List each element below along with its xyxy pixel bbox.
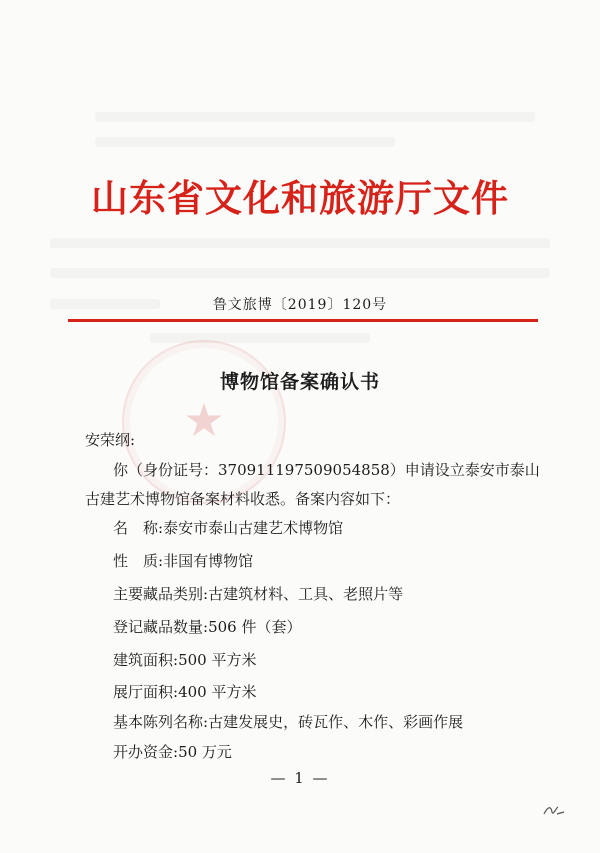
field-collection-count xyxy=(113,616,301,638)
field-colon: : xyxy=(158,519,164,537)
field-value: 泰安市泰山古建艺术博物馆 xyxy=(163,519,344,537)
field-nature xyxy=(113,550,253,572)
field-collection-category xyxy=(113,583,403,605)
field-colon: : xyxy=(173,651,179,669)
field-value: 非国有博物馆 xyxy=(163,552,254,570)
field-label: 登记藏品数量 xyxy=(113,618,204,636)
field-value: 500 平方米 xyxy=(178,651,257,669)
document-title: 博物馆备案确认书 xyxy=(219,371,380,393)
field-building-area xyxy=(113,649,256,671)
field-label: 基本陈列名称 xyxy=(113,713,204,731)
field-name xyxy=(113,517,343,539)
field-colon: : xyxy=(203,618,209,636)
field-label: 建筑面积 xyxy=(113,651,174,669)
field-value: 古建筑材料、工具、老照片等 xyxy=(208,585,404,603)
field-label: 展厅面积 xyxy=(113,683,174,701)
handwritten-mark xyxy=(542,802,566,818)
field-colon: : xyxy=(203,713,209,731)
field-hall-area xyxy=(113,681,256,703)
field-label: 名 称 xyxy=(113,519,159,537)
field-value: 400 平方米 xyxy=(178,683,257,701)
header-title: 山东省文化和旅游厅文件 xyxy=(91,176,509,220)
field-value: 50 万元 xyxy=(178,743,232,761)
field-colon: : xyxy=(158,552,164,570)
bleed-through-line xyxy=(95,137,395,147)
field-value: 506 件（套） xyxy=(208,618,302,636)
bleed-through-line xyxy=(95,112,535,122)
page-number: — 1 — xyxy=(270,769,330,787)
field-colon: : xyxy=(173,683,179,701)
star-icon: ★ xyxy=(183,393,225,448)
field-label: 性 质 xyxy=(113,552,159,570)
bleed-through-line xyxy=(50,238,550,248)
field-funding xyxy=(113,741,232,763)
recipient-line: 安荣纲: xyxy=(85,431,136,449)
intro-line-1: 你（身份证号：370911197509054858）申请设立泰安市泰山 xyxy=(113,461,540,479)
document-number: 鲁文旅博〔2019〕120号 xyxy=(212,297,388,313)
field-colon: : xyxy=(203,585,209,603)
red-divider xyxy=(68,319,538,322)
intro-line-2: 古建艺术博物馆备案材料收悉。备案内容如下： xyxy=(85,490,401,508)
field-exhibition-name xyxy=(113,711,463,733)
field-label: 开办资金 xyxy=(113,743,174,761)
bleed-through-line xyxy=(50,268,550,278)
field-value: 古建发展史，砖瓦作、木作、彩画作展 xyxy=(208,713,464,731)
field-colon: : xyxy=(173,743,179,761)
field-label: 主要藏品类别 xyxy=(113,585,204,603)
